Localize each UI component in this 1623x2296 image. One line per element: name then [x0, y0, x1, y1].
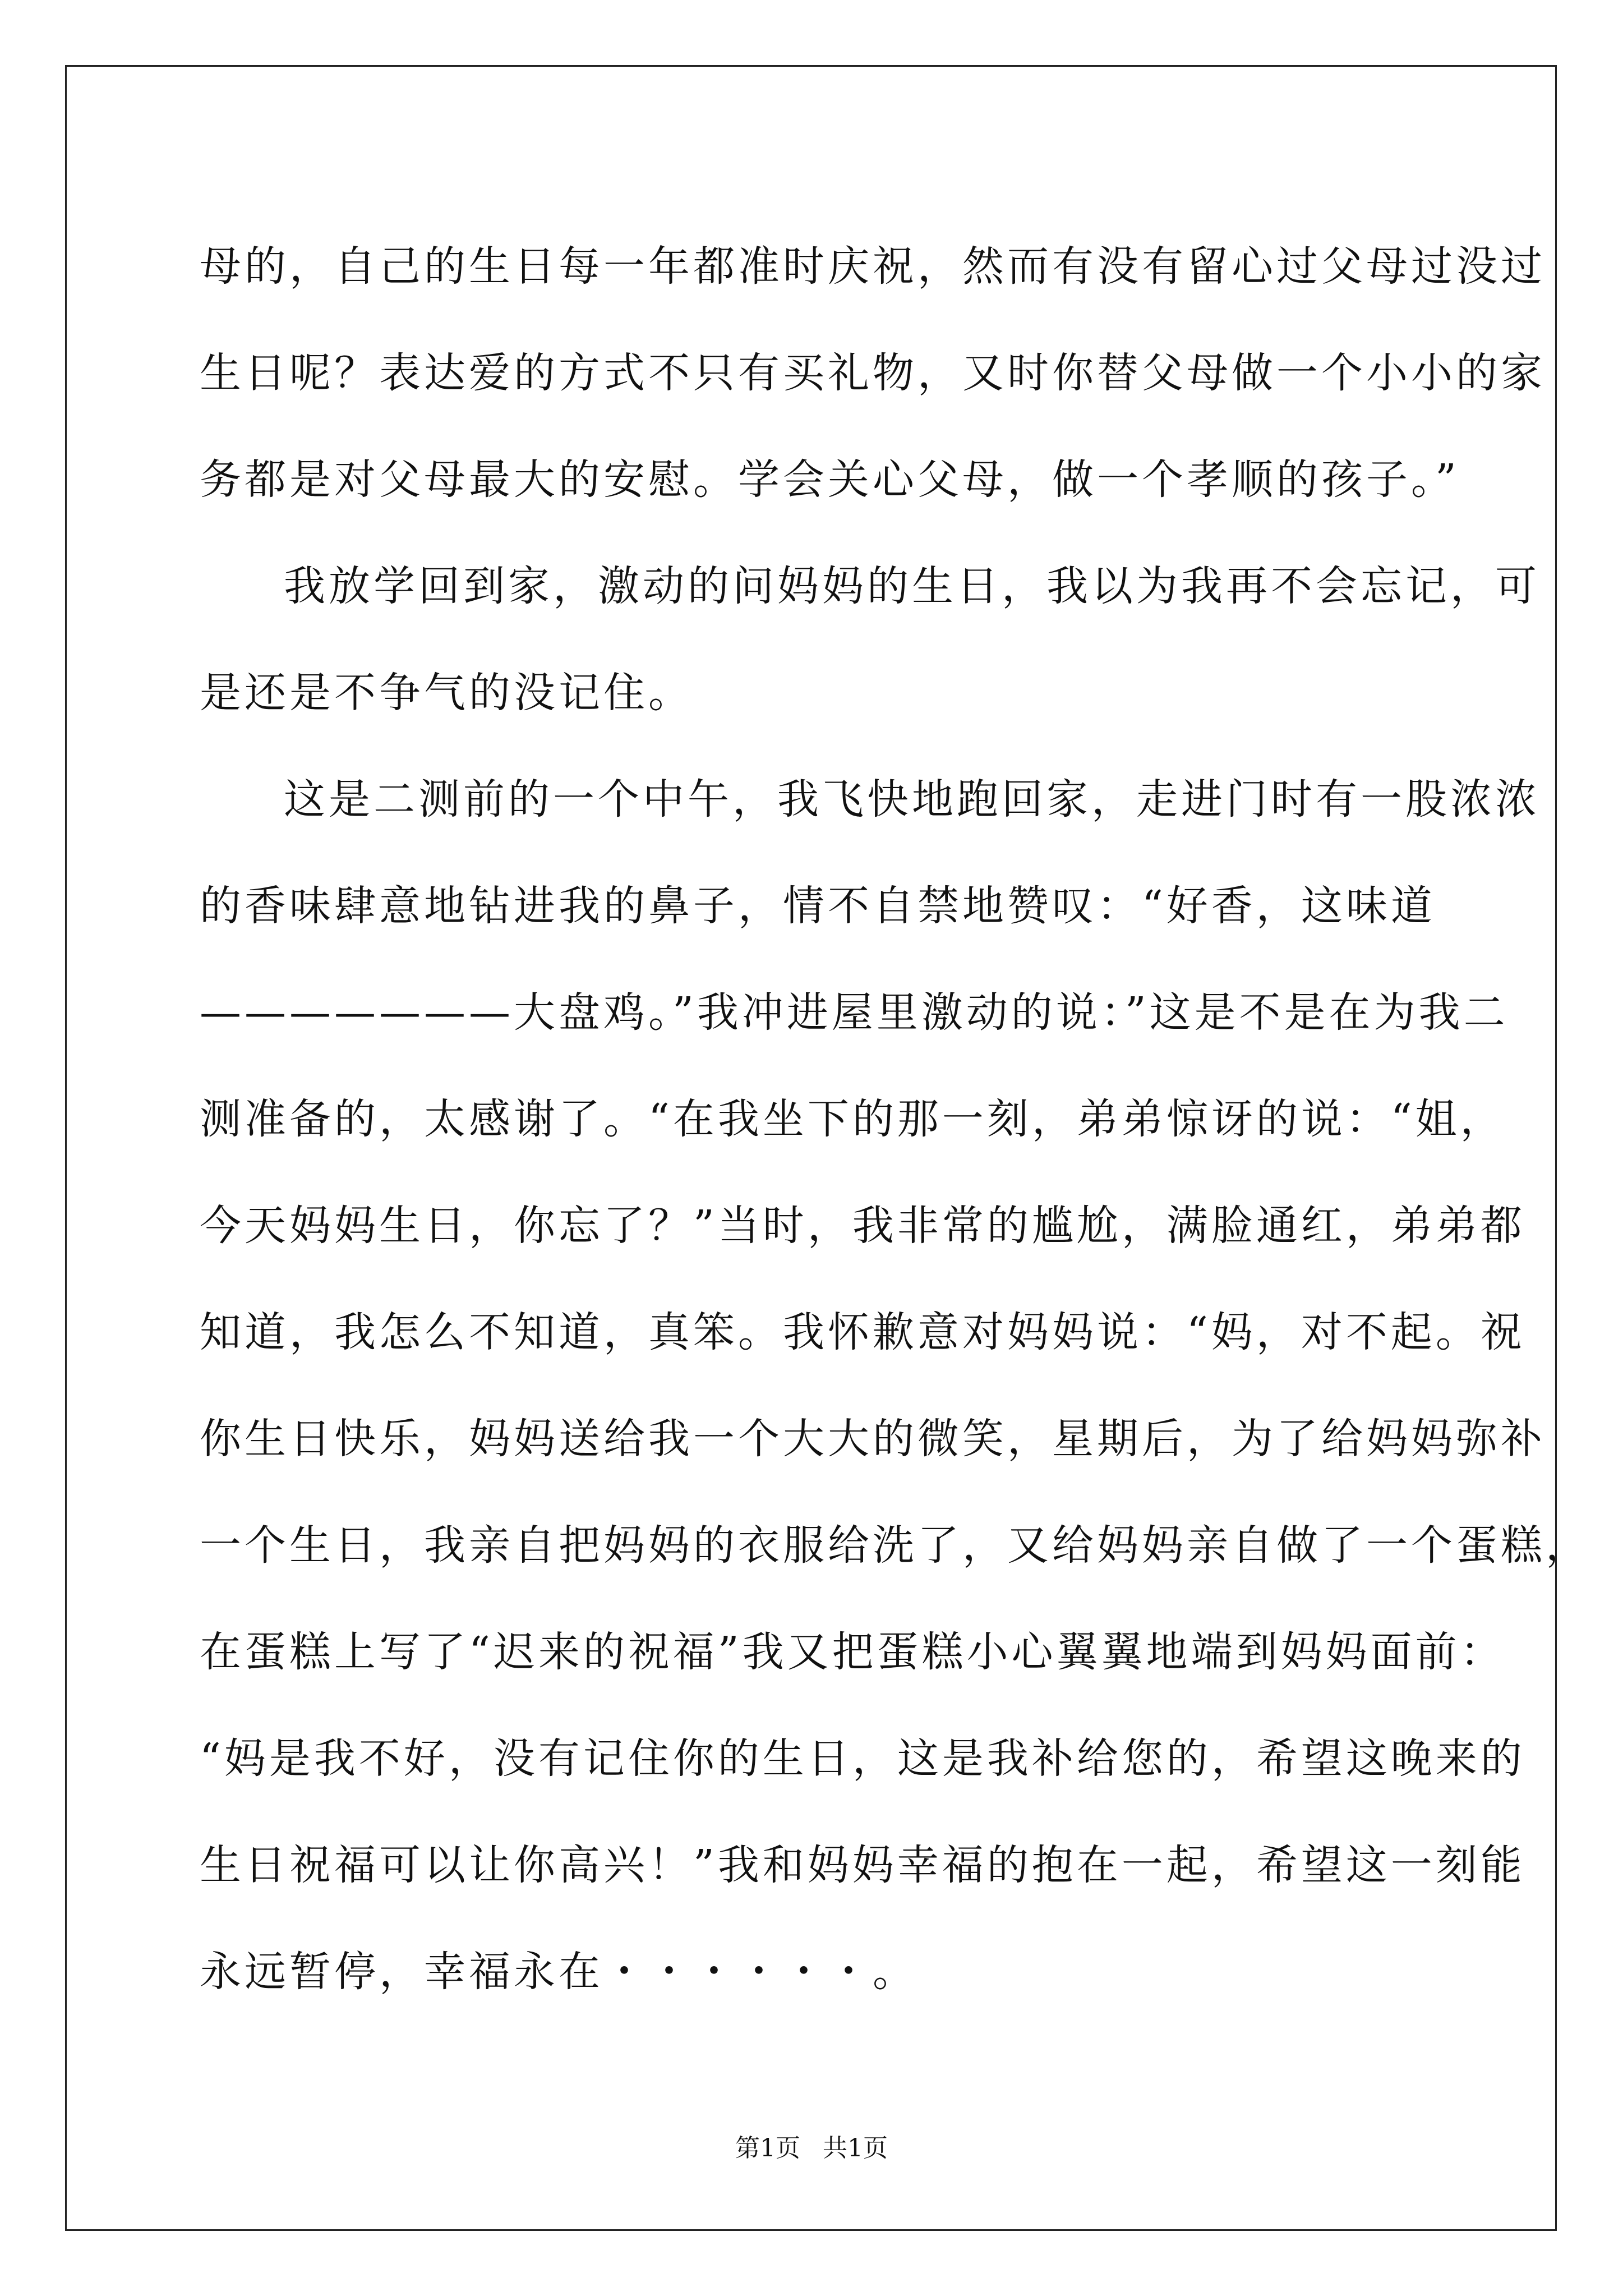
page-number: 第1页 [735, 2134, 800, 2162]
page-total: 共1页 [823, 2134, 888, 2162]
text-line: 在蛋糕上写了“迟来的祝福”我又把蛋糕小心翼翼地端到妈妈面前： [200, 1628, 1505, 1676]
text-line: 生日呢？表达爱的方式不只有买礼物，又时你替父母做一个小小的家 [200, 349, 1546, 397]
text-line: 母的，自己的生日每一年都准时庆祝，然而有没有留心过父母过没过 [200, 242, 1546, 291]
text-line: 今天妈妈生日，你忘了？”当时，我非常的尴尬，满脸通红，弟弟都 [200, 1202, 1525, 1250]
text-line-paragraph-start: 这是二测前的一个中午，我飞快地跑回家，走进门时有一股浓浓 [284, 775, 1540, 823]
text-line: 的香味肆意地钻进我的鼻子，情不自禁地赞叹：“好香，这味道 [200, 882, 1436, 930]
text-line: 务都是对父母最大的安慰。学会关心父母，做一个孝顺的孩子。” [200, 455, 1460, 504]
text-line: “妈是我不好，没有记住你的生日，这是我补给您的，希望这晚来的 [200, 1734, 1525, 1783]
text-line: 是还是不争气的没记住。 [200, 669, 693, 717]
text-line: 知道，我怎么不知道，真笨。我怀歉意对妈妈说：“妈，对不起。祝 [200, 1308, 1525, 1356]
text-line: ———————大盘鸡。”我冲进屋里激动的说：”这是不是在为我二 [200, 988, 1509, 1037]
text-line: 一个生日，我亲自把妈妈的衣服给洗了，又给妈妈亲自做了一个蛋糕， [200, 1521, 1590, 1570]
text-line: 生日祝福可以让你高兴！”我和妈妈幸福的抱在一起，希望这一刻能 [200, 1841, 1525, 1889]
text-line: 你生日快乐，妈妈送给我一个大大的微笑，星期后，为了给妈妈弥补 [200, 1415, 1546, 1463]
body-text [200, 213, 1590, 2025]
page-footer [0, 2132, 1623, 2165]
text-line-paragraph-start: 我放学回到家，激动的问妈妈的生日，我以为我再不会忘记，可 [284, 562, 1540, 610]
text-line: 测准备的，太感谢了。“在我坐下的那一刻，弟弟惊讶的说：“姐， [200, 1095, 1505, 1143]
text-line: 永远暂停，幸福永在・・・・・・。 [200, 1948, 917, 1996]
